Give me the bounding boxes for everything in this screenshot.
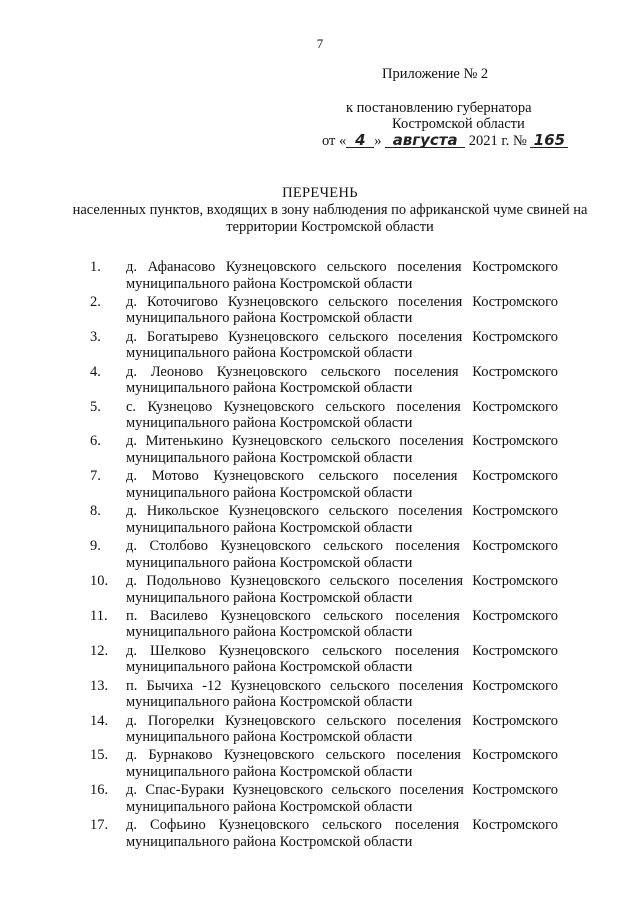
list-item-text: д. Афанасово Кузнецовского сельского поселения Костромского муниципального района Костромской области xyxy=(126,259,558,292)
list-item-text: д. Погорелки Кузнецовского сельского поселения Костромского муниципального района Костромской области xyxy=(126,712,558,746)
list-item-number: 5. xyxy=(90,398,101,415)
list-item xyxy=(90,329,558,364)
list-item-number: 13. xyxy=(90,677,109,694)
document-title: ПЕРЕЧЕНЬ xyxy=(282,185,358,201)
region-line: Костромской области xyxy=(392,116,525,132)
list-item-text: п. Бычиха -12 Кузнецовского сельского поселения Костромского муниципального района Костромской области xyxy=(126,677,558,711)
list-item-number: 4. xyxy=(90,363,101,380)
list-item xyxy=(90,643,558,678)
handwritten-day: 4 xyxy=(346,133,374,148)
list-item xyxy=(90,294,558,329)
list-item xyxy=(90,747,558,782)
list-item-number: 12. xyxy=(90,642,109,659)
year-number-label: 2021 г. № xyxy=(468,133,527,149)
list-item-number: 1. xyxy=(90,259,101,275)
list-item xyxy=(90,364,558,399)
list-item-number: 10. xyxy=(90,573,109,590)
list-item xyxy=(90,399,558,434)
handwritten-month: августа xyxy=(385,133,465,148)
page-number: 7 xyxy=(316,36,324,51)
list-item xyxy=(90,678,558,713)
appendix-label: Приложение № 2 xyxy=(382,66,489,82)
date-mid: » xyxy=(374,133,382,149)
list-item xyxy=(90,503,558,538)
list-item-number: 11. xyxy=(90,607,108,624)
list-item-text: д. Бурнаково Кузнецовского сельского поселения Костромского муниципального района Костромской области xyxy=(126,747,558,780)
list-item-text: д. Спас-Бураки Кузнецовского сельского поселения Костромского муниципального района Костромской области xyxy=(126,782,558,815)
list-item-text: д. Коточигово Кузнецовского сельского поселения Костромского муниципального района Костромской области xyxy=(126,293,558,327)
list-item xyxy=(90,608,558,643)
list-item xyxy=(90,817,558,852)
list-item-number: 16. xyxy=(90,782,109,799)
handwritten-number: 165 xyxy=(530,133,568,148)
list-item-text: п. Василево Кузнецовского сельского поселения Костромского муниципального района Костромской области xyxy=(126,607,558,641)
list-item xyxy=(90,468,558,503)
date-prefix: от « xyxy=(322,133,347,149)
list-item xyxy=(90,713,558,748)
list-item-number: 8. xyxy=(90,503,101,520)
list-item-text: с. Кузнецово Кузнецовского сельского поселения Костромского муниципального района Костромской области xyxy=(126,398,558,432)
list-item-text: д. Митенькино Кузнецовского сельского поселения Костромского муниципального района Костромской области xyxy=(126,433,558,466)
list-item-number: 14. xyxy=(90,712,109,729)
list-item-text: д. Шелково Кузнецовского сельского поселения Костромского муниципального района Костромской области xyxy=(126,642,558,676)
list-item xyxy=(90,433,558,468)
list-item-text: д. Мотово Кузнецовского сельского поселения Костромского муниципального района Костромской области xyxy=(126,468,558,501)
list-item-number: 17. xyxy=(90,817,109,834)
list-item-number: 15. xyxy=(90,747,109,764)
list-item-text: д. Богатырево Кузнецовского сельского поселения Костромского муниципального района Костромской области xyxy=(126,328,558,362)
list-item-text: д. Подольново Кузнецовского сельского поселения Костромского муниципального района Костромской области xyxy=(126,573,558,606)
settlement-list xyxy=(90,259,558,852)
list-item-number: 3. xyxy=(90,328,101,345)
document-subtitle: населенных пунктов, входящих в зону наблюдения по африканской чуме свиней на территории Костромской области xyxy=(72,202,588,235)
list-item-text: д. Софьино Кузнецовского сельского поселения Костромского муниципального района Костромской области xyxy=(126,817,558,850)
list-item-text: д. Никольское Кузнецовского сельского поселения Костромского муниципального района Костромской области xyxy=(126,503,558,536)
list-item xyxy=(90,259,558,294)
list-item-number: 7. xyxy=(90,468,101,485)
resolution-date-line xyxy=(322,133,568,150)
list-item xyxy=(90,538,558,573)
list-item-number: 2. xyxy=(90,293,101,310)
list-item xyxy=(90,782,558,817)
list-item-text: д. Столбово Кузнецовского сельского поселения Костромского муниципального района Костромской области xyxy=(126,538,558,571)
list-item-number: 9. xyxy=(90,538,101,555)
list-item xyxy=(90,573,558,608)
list-item-text: д. Леоново Кузнецовского сельского поселения Костромского муниципального района Костромской области xyxy=(126,363,558,397)
resolution-reference: к постановлению губернатора xyxy=(346,100,532,116)
list-item-number: 6. xyxy=(90,433,101,450)
